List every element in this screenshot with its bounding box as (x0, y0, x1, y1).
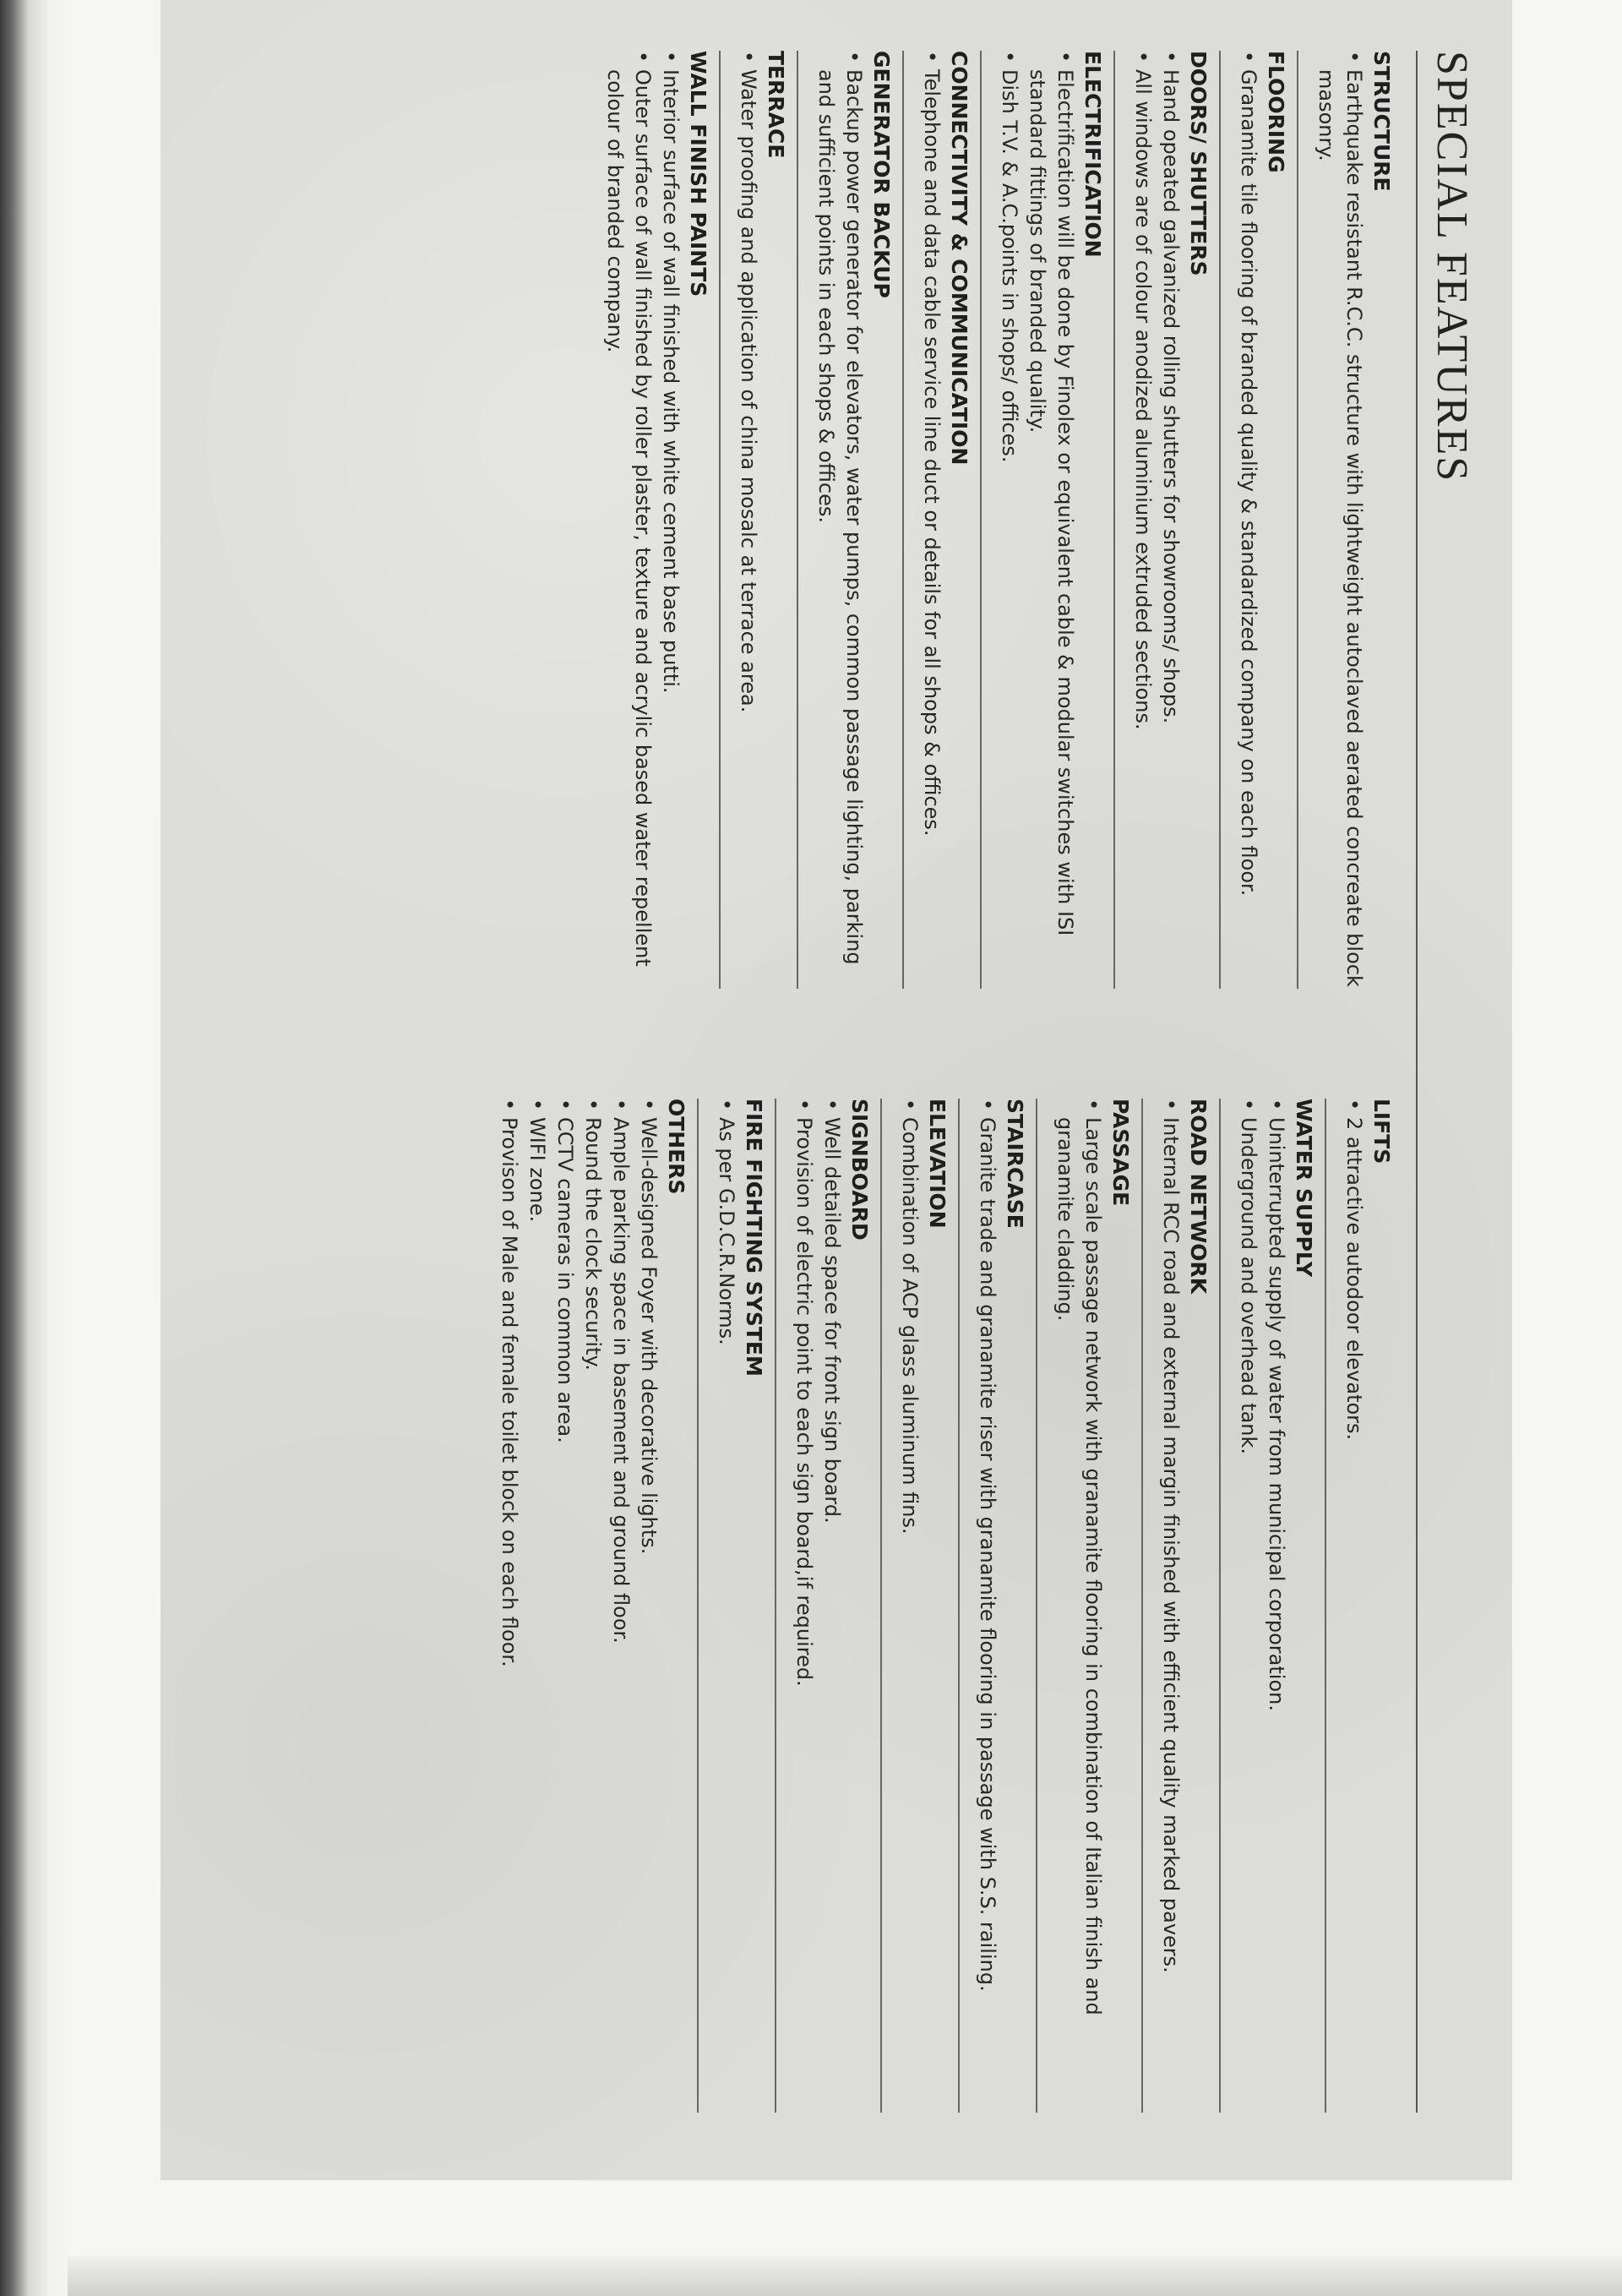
feature-section (1325, 1099, 1402, 2113)
feature-list (1157, 1099, 1184, 2113)
feature-list (1312, 51, 1368, 989)
feature-item: • Water proofing and application of china mosalc at terrace area. (734, 51, 762, 989)
rotated-content (161, 0, 1512, 2180)
section-heading: ROAD NETWORK (1186, 1099, 1211, 1295)
feature-list (790, 1099, 846, 2113)
feature-section (1036, 1099, 1141, 2113)
feature-section (775, 1099, 880, 2113)
feature-section (697, 1099, 775, 2113)
feature-section (958, 1099, 1036, 2113)
feature-list (812, 51, 868, 989)
scan-edge (0, 0, 76, 2296)
feature-item: • Provision of electric point to each sign board,if required. (790, 1099, 818, 2113)
feature-list (895, 1099, 923, 2113)
left-column (587, 51, 1402, 989)
feature-list (601, 51, 684, 989)
feature-item: • Backup power generator for elevators, water pumps, common passage lighting, parking and sufficient points in each shops & offices. (812, 51, 868, 989)
feature-list (712, 1099, 740, 2113)
section-heading: ELEVATION (925, 1099, 950, 1229)
section-heading: LIFTS (1369, 1099, 1394, 1164)
scan-bottom-strip (68, 2256, 1622, 2296)
feature-item: • Electrification will be done by Finolex or equivalent cable & modular switches with ISI standard fittings of branded quality. (1023, 51, 1079, 989)
feature-list (995, 51, 1079, 989)
feature-item: • Well-designed Foyer with decorative lights. (634, 1099, 662, 2113)
feature-item: • CCTV cameras in common area. (551, 1099, 579, 2113)
section-heading: WATER SUPPLY (1292, 1099, 1316, 1278)
section-heading: FIRE FIGHTING SYSTEM (742, 1099, 766, 1377)
feature-section (1141, 1099, 1219, 2113)
feature-item: • Underground and overhead tank. (1234, 1099, 1262, 2113)
feature-list (1129, 51, 1184, 989)
feature-item: • Provison of Male and female toilet block on each floor. (495, 1099, 523, 2113)
section-heading: SIGNBOARD (847, 1099, 872, 1241)
section-heading: WALL FINISH PAINTS (686, 51, 710, 297)
feature-item: • Internal RCC road and external margin finished with efficient quality marked pavers. (1157, 1099, 1184, 2113)
section-heading: FLOORING (1264, 51, 1288, 173)
feature-item: • Interior surface of wall finished with white cement base putti. (656, 51, 684, 989)
feature-item: • Earthquake resistant R.C.C. structure with lightweight autoclaved aerated concreate block masonry. (1312, 51, 1368, 989)
feature-list (1051, 1099, 1107, 2113)
section-heading: ELECTRIFICATION (1080, 51, 1105, 258)
section-heading: PASSAGE (1108, 1099, 1133, 1207)
feature-section (902, 51, 980, 989)
feature-list (973, 1099, 1001, 2113)
feature-list (1234, 1099, 1290, 2113)
feature-item: • 2 attractive autodoor elevators. (1340, 1099, 1368, 2113)
feature-section (880, 1099, 958, 2113)
section-heading: OTHERS (664, 1099, 689, 1195)
feature-section (980, 51, 1113, 989)
feature-section (1297, 51, 1402, 989)
feature-item: • WIFI zone. (523, 1099, 551, 2113)
feature-section (1219, 51, 1297, 989)
feature-item: • Well detailed space for front sign board. (818, 1099, 846, 2113)
section-heading: STAIRCASE (1003, 1099, 1027, 1229)
feature-item: • Granite trade and granamite riser with granamite flooring in passage with S.S. railing. (973, 1099, 1001, 2113)
feature-item: • Round the clock security. (579, 1099, 607, 2113)
feature-list (917, 51, 945, 989)
right-column (482, 1099, 1402, 2113)
feature-item: • Combination of ACP glass aluminum fins. (895, 1099, 923, 2113)
feature-section (482, 1099, 697, 2113)
feature-section (719, 51, 797, 989)
section-heading: GENERATOR BACKUP (869, 51, 894, 298)
feature-list (495, 1099, 662, 2113)
section-heading: STRUCTURE (1369, 51, 1394, 192)
feature-list (1234, 51, 1262, 989)
feature-section (587, 51, 719, 989)
feature-item: • All windows are of colour anodized aluminium extruded sections. (1129, 51, 1157, 989)
section-heading: TERRACE (764, 51, 788, 159)
feature-item: • Hand opeated galvanized rolling shutters for showrooms/ shops. (1157, 51, 1184, 989)
document-sheet (161, 0, 1512, 2180)
feature-list (1340, 1099, 1368, 2113)
feature-item: • Dish T.V. & A.C.points in shops/ offices. (995, 51, 1023, 989)
feature-item: • Ample parking space in basement and ground floor. (607, 1099, 634, 2113)
title-divider (1416, 51, 1418, 2113)
section-heading: DOORS/ SHUTTERS (1186, 51, 1211, 276)
feature-list (734, 51, 762, 989)
feature-item: • Outer surface of wall finished by roller plaster, texture and acrylic based water repellent colour of branded company. (601, 51, 656, 989)
feature-item: • Uninterrupted supply of water from municipal corporation. (1262, 1099, 1290, 2113)
feature-item: • Telephone and data cable service line duct or details for all shops & offices. (917, 51, 945, 989)
page-title: SPECIAL FEATURES (1428, 51, 1476, 483)
feature-item: • Granamite tile flooring of branded quality & standardized company on each floor. (1234, 51, 1262, 989)
feature-section (1113, 51, 1219, 989)
feature-section (797, 51, 902, 989)
feature-item: • Large scale passage network with granamite flooring in combination of Italian finish and granamite cladding. (1051, 1099, 1107, 2113)
section-heading: CONNECTIVITY & COMMUNICATION (947, 51, 972, 466)
feature-item: • As per G.D.C.R.Norms. (712, 1099, 740, 2113)
feature-section (1219, 1099, 1325, 2113)
